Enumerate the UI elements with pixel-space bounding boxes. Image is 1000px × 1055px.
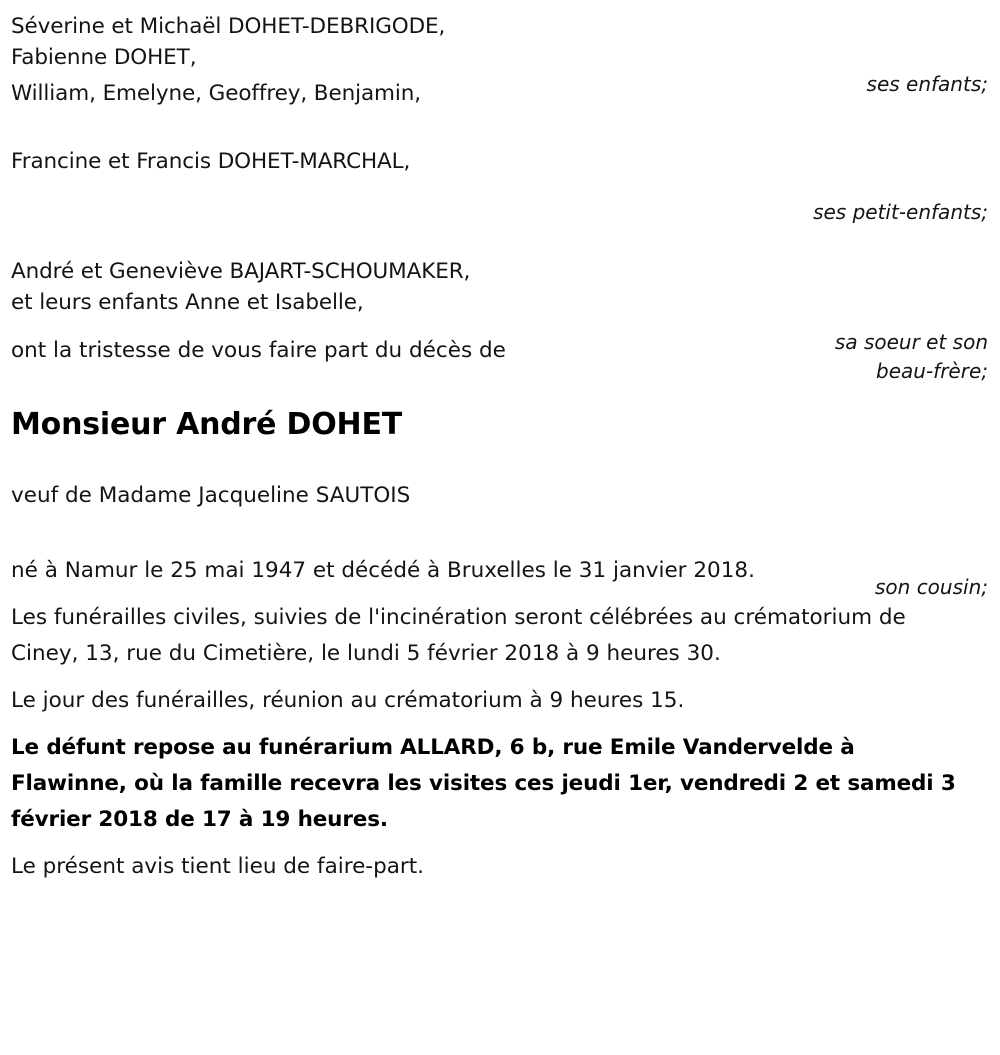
relation-names	[11, 238, 988, 318]
details-block	[11, 553, 988, 885]
relation-names	[11, 70, 988, 109]
relation-name-line: Séverine et Michaël DOHET-DEBRIGODE,	[11, 14, 446, 39]
detail-paragraph-gathering: Le jour des funérailles, réunion au crématorium à 9 heures 15.	[11, 688, 685, 713]
detail-paragraph-funeral: Les funérailles civiles, suivies de l'incinération seront célébrées au crématorium de Ciney, 13, rue du Cimetière, le lundi 5 février 2018 à 9 heures 30.	[11, 605, 906, 666]
relation-label-line: ses enfants;	[866, 72, 988, 96]
detail-paragraph-visitation: Le défunt repose au funérarium ALLARD, 6 b, rue Emile Vandervelde à Flawinne, où la famille recevra les visites ces jeudi 1er, vendredi 2 et samedi 3 février 2018 de 17 à 19 heures.	[11, 735, 956, 832]
relation-name-line: Fabienne DOHET,	[11, 45, 197, 70]
relation-label-sister	[835, 328, 988, 386]
relation-label-line: beau-frère;	[876, 359, 988, 383]
relation-names	[11, 0, 988, 73]
relation-names	[11, 138, 988, 177]
detail-paragraph-birth-death: né à Namur le 25 mai 1947 et décédé à Bruxelles le 31 janvier 2018.	[11, 558, 755, 583]
announcement-line: ont la tristesse de vous faire part du décès de	[11, 338, 506, 363]
deceased-name: Monsieur André DOHET	[11, 407, 403, 442]
relation-label-line: sa soeur et son	[834, 330, 988, 354]
relation-label-line: ses petit-enfants;	[813, 200, 988, 224]
relation-label-line: son cousin;	[875, 575, 988, 599]
relation-label-cousin	[875, 573, 988, 602]
relation-name-line: et leurs enfants Anne et Isabelle,	[11, 290, 364, 315]
deceased-spouse-line: veuf de Madame Jacqueline SAUTOIS	[11, 483, 411, 508]
detail-paragraph-closing: Le présent avis tient lieu de faire-part.	[11, 854, 424, 879]
relation-name-line: André et Geneviève BAJART-SCHOUMAKER,	[11, 259, 471, 284]
relation-name-line: Francine et Francis DOHET-MARCHAL,	[11, 149, 411, 174]
relation-name-line: William, Emelyne, Geoffrey, Benjamin,	[11, 81, 422, 106]
